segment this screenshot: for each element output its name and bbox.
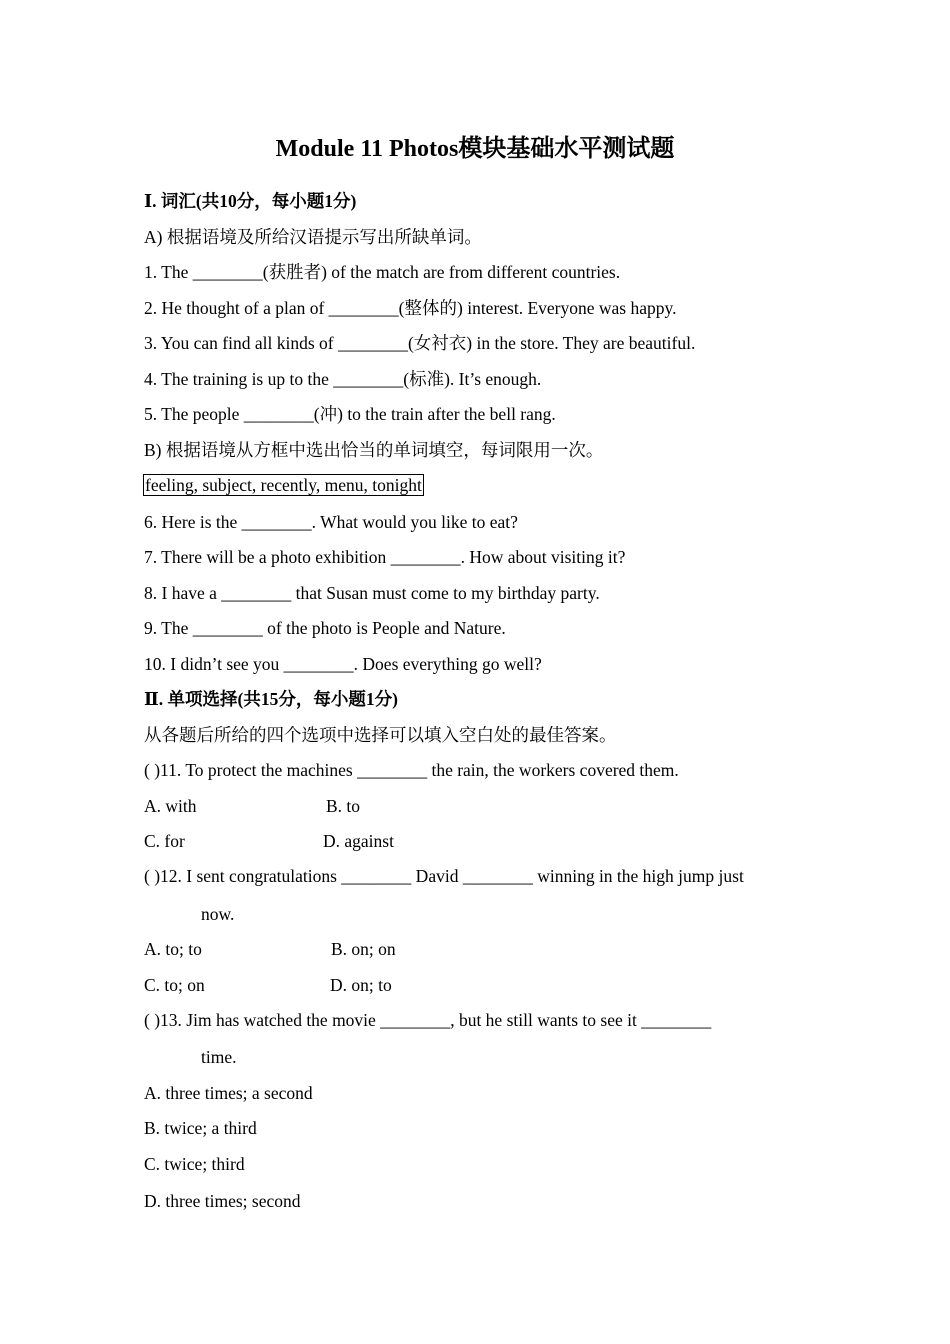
question-13-option-a: A. three times; a second xyxy=(144,1083,313,1103)
question-11-stem: ( )11. To protect the machines ________ the rain, the workers covered them. xyxy=(144,760,679,780)
section1-heading: Ⅰ. 词汇(共10分，每小题1分) xyxy=(144,191,357,211)
question-5: 5. The people ________(冲) to the train after the bell rang. xyxy=(144,404,556,424)
question-13-stem-continued: time. xyxy=(201,1047,237,1067)
page-title: Module 11 Photos模块基础水平测试题 xyxy=(275,136,675,162)
question-12-stem-continued: now. xyxy=(201,904,235,924)
question-7: 7. There will be a photo exhibition ________. How about visiting it? xyxy=(144,547,626,567)
question-3: 3. You can find all kinds of ________(女衬衣) in the store. They are beautiful. xyxy=(144,333,696,353)
question-12-option-c: C. to; on xyxy=(144,975,205,995)
question-8: 8. I have a ________ that Susan must come to my birthday party. xyxy=(144,583,600,603)
question-9: 9. The ________ of the photo is People and Nature. xyxy=(144,618,506,638)
section1-partB-instruction: B) 根据语境从方框中选出恰当的单词填空，每词限用一次。 xyxy=(144,440,604,460)
section1-partA-instruction: A) 根据语境及所给汉语提示写出所缺单词。 xyxy=(144,227,482,247)
word-box: feeling, subject, recently, menu, tonight xyxy=(145,475,422,495)
question-12-option-d: D. on; to xyxy=(330,975,392,995)
section2-instruction: 从各题后所给的四个选项中选择可以填入空白处的最佳答案。 xyxy=(144,725,617,745)
question-11-option-d: D. against xyxy=(323,831,394,851)
question-4: 4. The training is up to the ________(标准). It’s enough. xyxy=(144,369,542,389)
question-10: 10. I didn’t see you ________. Does everything go well? xyxy=(144,654,542,674)
question-13-option-d: D. three times; second xyxy=(144,1191,301,1211)
question-12-option-a: A. to; to xyxy=(144,939,202,959)
question-13-option-c: C. twice; third xyxy=(144,1154,245,1174)
question-2: 2. He thought of a plan of ________(整体的) interest. Everyone was happy. xyxy=(144,298,677,318)
section2-heading: Ⅱ. 单项选择(共15分，每小题1分) xyxy=(144,689,398,709)
question-13-stem: ( )13. Jim has watched the movie ________, but he still wants to see it ________ xyxy=(144,1010,712,1030)
question-6: 6. Here is the ________. What would you like to eat? xyxy=(144,512,518,532)
question-11-option-c: C. for xyxy=(144,831,185,851)
question-11-option-a: A. with xyxy=(144,796,197,816)
question-11-option-b: B. to xyxy=(326,796,361,816)
question-12-stem: ( )12. I sent congratulations ________ David ________ winning in the high jump just xyxy=(144,866,744,886)
question-1: 1. The ________(获胜者) of the match are from different countries. xyxy=(144,262,621,282)
question-12-option-b: B. on; on xyxy=(331,939,396,959)
question-13-option-b: B. twice; a third xyxy=(144,1118,257,1138)
